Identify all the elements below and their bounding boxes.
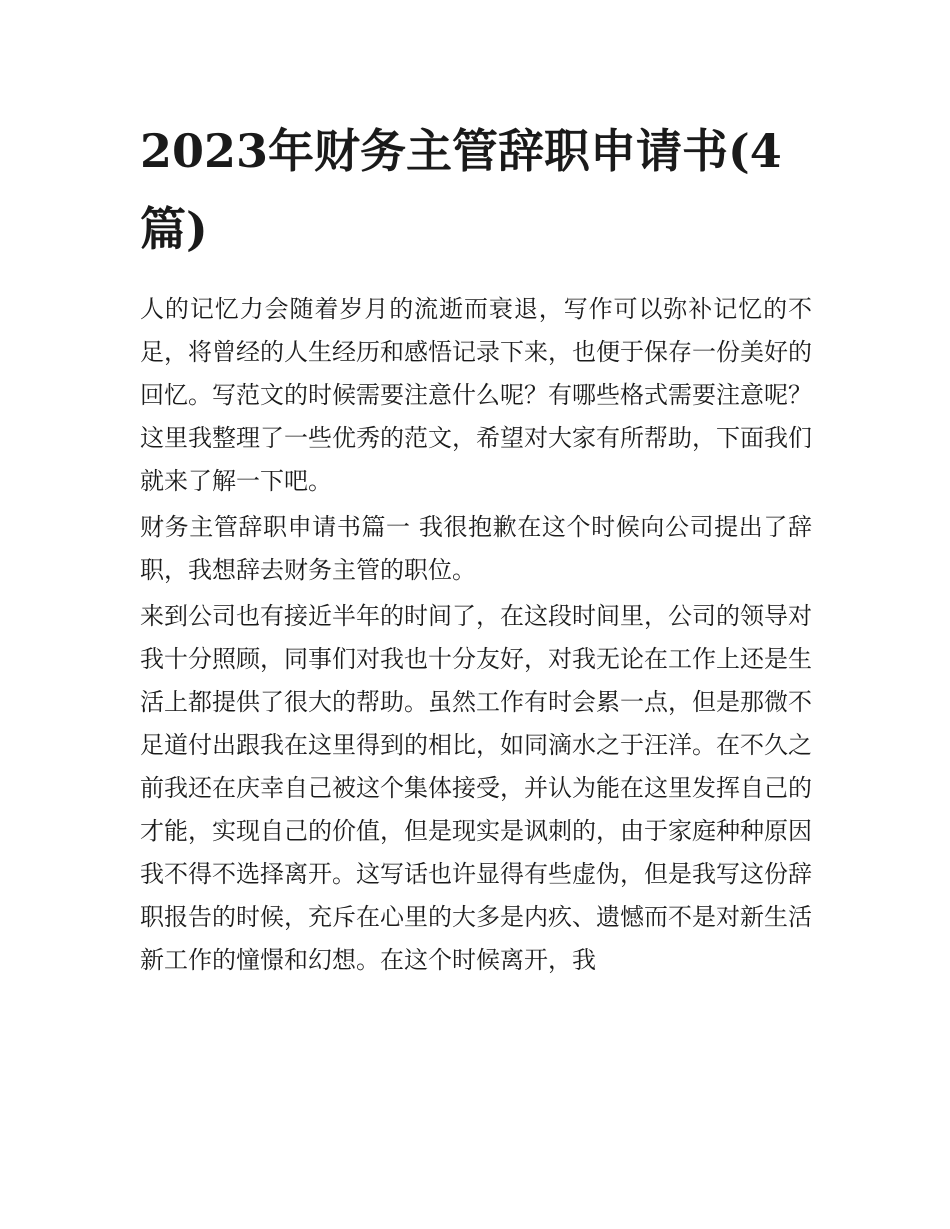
document-title: 2023年财务主管辞职申请书(4篇): [140, 124, 782, 256]
intro-paragraph: 人的记忆力会随着岁月的流逝而衰退，写作可以弥补记忆的不足，将曾经的人生经历和感悟记录下来，也便于保存一份美好的回忆。写范文的时候需要注意什么呢？有哪些格式需要注意呢？这里我整理了一些优秀的范文，希望对大家有所帮助，下面我们就来了解一下吧。: [140, 295, 812, 495]
document-body: [140, 288, 812, 982]
document-page: [140, 112, 812, 985]
section-one-body-paragraph: 来到公司也有接近半年的时间了，在这段时间里，公司的领导对我十分照顾，同事们对我也十分友好，对我无论在工作上还是生活上都提供了很大的帮助。虽然工作有时会累一点，但是那微不足道付出跟我在这里得到的相比，如同滴水之于汪洋。在不久之前我还在庆幸自己被这个集体接受，并认为能在这里发挥自己的才能，实现自己的价值，但是现实是讽刺的，由于家庭种种原因我不得不选择离开。这写话也许显得有些虚伪，但是我写这份辞职报告的时候，充斥在心里的大多是内疚、遗憾而不是对新生活新工作的憧憬和幻想。在这个时候离开，我: [140, 602, 812, 974]
section-one-opening-paragraph: 财务主管辞职申请书篇一 我很抱歉在这个时候向公司提出了辞职，我想辞去财务主管的职位。: [140, 513, 812, 584]
